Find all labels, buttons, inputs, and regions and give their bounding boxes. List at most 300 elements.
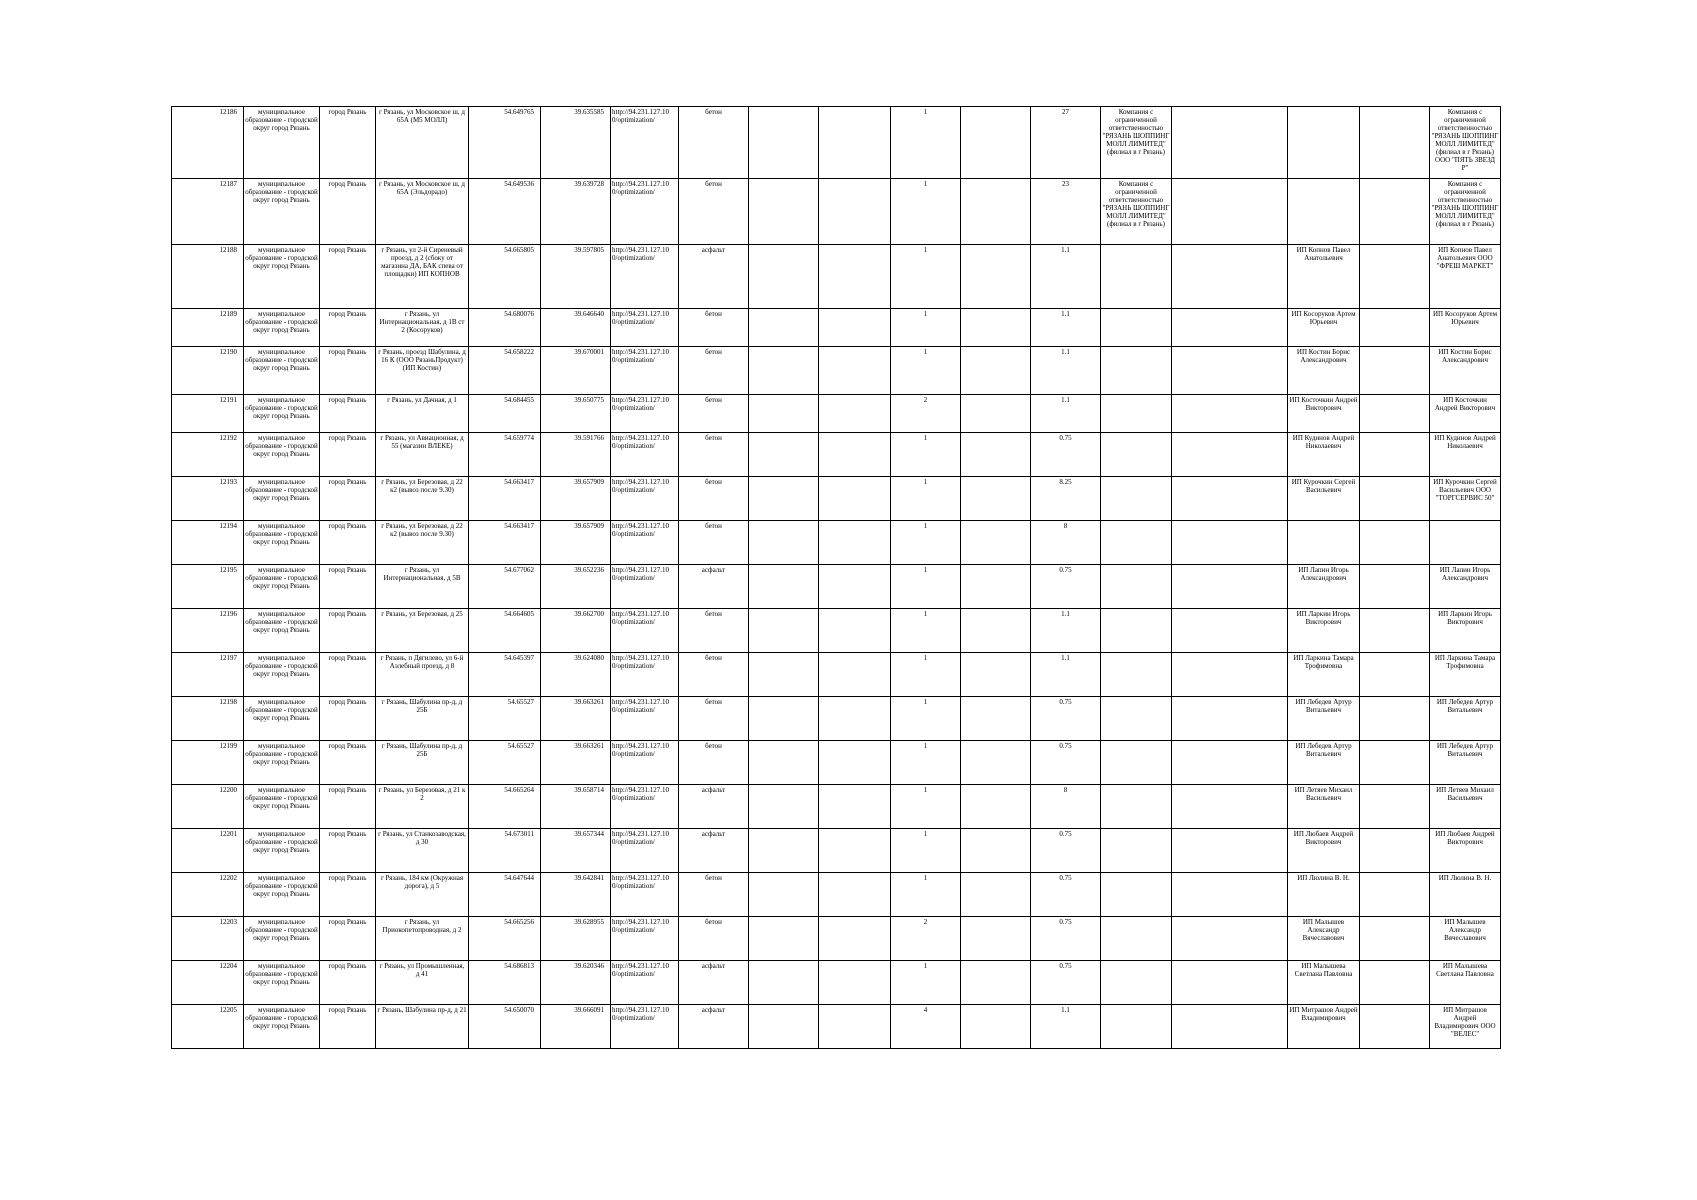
empty-cell [1360, 107, 1430, 179]
container-volume: 1.1 [1031, 395, 1101, 433]
latitude: 54.680076 [469, 309, 541, 347]
surface-type: бетон [679, 433, 749, 477]
latitude: 54.664605 [469, 609, 541, 653]
surface-type: бетон [679, 873, 749, 917]
municipality: муниципальное образование - городской округ город Рязань [244, 829, 320, 873]
row-id: 12196 [172, 609, 244, 653]
table-row [172, 395, 1600, 433]
empty-cell [749, 785, 819, 829]
empty-cell [1360, 565, 1430, 609]
owner-entrepreneur: ИП Люлина В. Н. [1288, 873, 1360, 917]
row-id: 12198 [172, 697, 244, 741]
surface-type: бетон [679, 477, 749, 521]
empty-cell [819, 433, 891, 477]
owner-entrepreneur: ИП Малышева Светлана Павловна [1288, 961, 1360, 1005]
empty-cell [1172, 477, 1288, 521]
container-count: 1 [891, 785, 961, 829]
city: город Рязань [320, 433, 376, 477]
owner-entrepreneur: ИП Лебедев Артур Витальевич [1288, 741, 1360, 785]
surface-type: бетон [679, 395, 749, 433]
waste-generator: ИП Лебедев Артур Витальевич [1430, 741, 1501, 785]
owner-organization [1101, 741, 1172, 785]
municipality: муниципальное образование - городской округ город Рязань [244, 107, 320, 179]
waste-generator: ИП Косточкин Андрей Викторович [1430, 395, 1501, 433]
longitude: 39.646640 [541, 309, 611, 347]
empty-cell [819, 245, 891, 309]
url: http://94.231.127.10 0/optimization/ [611, 917, 679, 961]
city: город Рязань [320, 873, 376, 917]
longitude: 39.620346 [541, 961, 611, 1005]
container-volume: 0.75 [1031, 829, 1101, 873]
empty-cell [961, 785, 1031, 829]
row-id: 12199 [172, 741, 244, 785]
row-id: 12202 [172, 873, 244, 917]
waste-generator: ИП Ларкина Тамара Трофимовна [1430, 653, 1501, 697]
empty-cell [1360, 609, 1430, 653]
surface-type: бетон [679, 741, 749, 785]
latitude: 54.650070 [469, 1005, 541, 1049]
empty-cell [1172, 653, 1288, 697]
city: город Рязань [320, 917, 376, 961]
empty-cell [961, 347, 1031, 395]
waste-generator: ИП Малышев Александр Вячеславович [1430, 917, 1501, 961]
owner-entrepreneur [1288, 179, 1360, 245]
empty-cell [1172, 829, 1288, 873]
empty-cell [961, 917, 1031, 961]
address: г Рязань, ул Московское ш, д 65А (М5 МОЛЛ) [376, 107, 469, 179]
owner-organization: Компания с ограниченной ответственностью "РЯЗАНЬ ШОППИНГ МОЛЛ ЛИМИТЕД" (филиал в г Рязань) [1101, 107, 1172, 179]
longitude: 39.657909 [541, 477, 611, 521]
empty-cell [749, 653, 819, 697]
city: город Рязань [320, 697, 376, 741]
empty-cell [961, 741, 1031, 785]
empty-cell [961, 1005, 1031, 1049]
address: г Рязань, ул Березовая, д 22 к2 (вывоз после 9.30) [376, 477, 469, 521]
address: г Рязань, ул Березовая, д 21 к 2 [376, 785, 469, 829]
address: г Рязань, ул Приокопетопроводная, д 2 [376, 917, 469, 961]
municipality: муниципальное образование - городской округ город Рязань [244, 347, 320, 395]
empty-cell [1360, 395, 1430, 433]
url: http://94.231.127.10 0/optimization/ [611, 1005, 679, 1049]
empty-cell [1172, 245, 1288, 309]
table-body [172, 107, 1600, 1049]
empty-cell [819, 653, 891, 697]
waste-generator [1430, 521, 1501, 565]
address: г Рязань, ул Березовая, д 25 [376, 609, 469, 653]
longitude: 39.652236 [541, 565, 611, 609]
municipality: муниципальное образование - городской округ город Рязань [244, 477, 320, 521]
municipality: муниципальное образование - городской округ город Рязань [244, 917, 320, 961]
empty-cell [819, 785, 891, 829]
empty-cell [1360, 245, 1430, 309]
address: г Рязань, ул Промышленная, д 41 [376, 961, 469, 1005]
latitude: 54.65527 [469, 697, 541, 741]
waste-generator: ИП Курочкин Сергей Васильевич ООО "ТОРГСЕРВИС 50" [1430, 477, 1501, 521]
municipality: муниципальное образование - городской округ город Рязань [244, 785, 320, 829]
table-row [172, 433, 1600, 477]
owner-entrepreneur: ИП Любаев Андрей Викторович [1288, 829, 1360, 873]
address: г Рязань, Шабулина пр-д, д 25Б [376, 697, 469, 741]
empty-cell [961, 873, 1031, 917]
empty-cell [1360, 873, 1430, 917]
surface-type: бетон [679, 697, 749, 741]
empty-cell [1360, 347, 1430, 395]
address: г Рязань, ул Дачная, д 1 [376, 395, 469, 433]
owner-entrepreneur [1288, 107, 1360, 179]
empty-cell [819, 309, 891, 347]
empty-cell [819, 395, 891, 433]
owner-organization [1101, 521, 1172, 565]
empty-cell [1360, 433, 1430, 477]
url: http://94.231.127.10 0/optimization/ [611, 873, 679, 917]
empty-cell [819, 347, 891, 395]
city: город Рязань [320, 565, 376, 609]
waste-generator: ИП Копнов Павел Анатольевич ООО "ФРЕШ МАРКЕТ" [1430, 245, 1501, 309]
container-volume: 0.75 [1031, 741, 1101, 785]
empty-cell [749, 245, 819, 309]
waste-generator: Компания с ограниченной ответственностью "РЯЗАНЬ ШОППИНГ МОЛЛ ЛИМИТЕД" (филиал в г Рязань) [1430, 179, 1501, 245]
empty-cell [749, 107, 819, 179]
municipality: муниципальное образование - городской округ город Рязань [244, 609, 320, 653]
table-row [172, 179, 1600, 245]
url: http://94.231.127.10 0/optimization/ [611, 477, 679, 521]
empty-cell [1172, 433, 1288, 477]
table-row [172, 347, 1600, 395]
empty-cell [961, 245, 1031, 309]
municipality: муниципальное образование - городской округ город Рязань [244, 395, 320, 433]
waste-generator: ИП Лапин Игорь Александрович [1430, 565, 1501, 609]
longitude: 39.663261 [541, 697, 611, 741]
surface-type: бетон [679, 609, 749, 653]
longitude: 39.628955 [541, 917, 611, 961]
city: город Рязань [320, 829, 376, 873]
container-count: 1 [891, 697, 961, 741]
empty-cell [749, 395, 819, 433]
longitude: 39.662700 [541, 609, 611, 653]
empty-cell [1172, 873, 1288, 917]
empty-cell [749, 917, 819, 961]
empty-cell [961, 521, 1031, 565]
row-id: 12193 [172, 477, 244, 521]
empty-cell [1360, 697, 1430, 741]
longitude: 39.624080 [541, 653, 611, 697]
city: город Рязань [320, 521, 376, 565]
longitude: 39.670001 [541, 347, 611, 395]
longitude: 39.658714 [541, 785, 611, 829]
url: http://94.231.127.10 0/optimization/ [611, 829, 679, 873]
latitude: 54.658222 [469, 347, 541, 395]
longitude: 39.642841 [541, 873, 611, 917]
owner-organization [1101, 917, 1172, 961]
url: http://94.231.127.10 0/optimization/ [611, 565, 679, 609]
longitude: 39.663261 [541, 741, 611, 785]
container-count: 1 [891, 477, 961, 521]
latitude: 54.677062 [469, 565, 541, 609]
latitude: 54.684455 [469, 395, 541, 433]
latitude: 54.686813 [469, 961, 541, 1005]
municipality: муниципальное образование - городской округ город Рязань [244, 245, 320, 309]
waste-generator: ИП Люлина В. Н. [1430, 873, 1501, 917]
owner-entrepreneur: ИП Лебедев Артур Витальевич [1288, 697, 1360, 741]
row-id: 12205 [172, 1005, 244, 1049]
owner-entrepreneur: ИП Курочкин Сергей Васильевич [1288, 477, 1360, 521]
city: город Рязань [320, 477, 376, 521]
empty-cell [1172, 565, 1288, 609]
empty-cell [1360, 653, 1430, 697]
empty-cell [749, 433, 819, 477]
empty-cell [819, 477, 891, 521]
url: http://94.231.127.10 0/optimization/ [611, 961, 679, 1005]
container-volume: 0.75 [1031, 565, 1101, 609]
municipality: муниципальное образование - городской округ город Рязань [244, 741, 320, 785]
container-volume: 1.1 [1031, 347, 1101, 395]
city: город Рязань [320, 395, 376, 433]
container-volume: 0.75 [1031, 917, 1101, 961]
owner-entrepreneur: ИП Кудинов Андрей Николаевич [1288, 433, 1360, 477]
address: г Рязань, Шабулина пр-д, д 21 [376, 1005, 469, 1049]
container-volume: 1.1 [1031, 245, 1101, 309]
url: http://94.231.127.10 0/optimization/ [611, 347, 679, 395]
empty-cell [749, 697, 819, 741]
owner-organization [1101, 1005, 1172, 1049]
city: город Рязань [320, 785, 376, 829]
empty-cell [819, 107, 891, 179]
empty-cell [819, 873, 891, 917]
owner-entrepreneur: ИП Летяев Михаил Васильевич [1288, 785, 1360, 829]
city: город Рязань [320, 653, 376, 697]
owner-entrepreneur [1288, 521, 1360, 565]
empty-cell [961, 565, 1031, 609]
table-row [172, 1005, 1600, 1049]
owner-organization [1101, 961, 1172, 1005]
row-id: 12194 [172, 521, 244, 565]
empty-cell [1360, 477, 1430, 521]
waste-generator: ИП Косоруков Артем Юрьевич [1430, 309, 1501, 347]
latitude: 54.649536 [469, 179, 541, 245]
municipality: муниципальное образование - городской округ город Рязань [244, 433, 320, 477]
container-volume: 0.75 [1031, 433, 1101, 477]
owner-organization [1101, 565, 1172, 609]
empty-cell [961, 829, 1031, 873]
empty-cell [961, 609, 1031, 653]
table-row [172, 741, 1600, 785]
surface-type: бетон [679, 107, 749, 179]
empty-cell [819, 609, 891, 653]
longitude: 39.657909 [541, 521, 611, 565]
container-count: 2 [891, 917, 961, 961]
row-id: 12191 [172, 395, 244, 433]
empty-cell [1360, 917, 1430, 961]
container-volume: 27 [1031, 107, 1101, 179]
address: г Рязань, ул Интернациональная, д 1В ст 2 (Косоруков) [376, 309, 469, 347]
owner-entrepreneur: ИП Косоруков Артем Юрьевич [1288, 309, 1360, 347]
city: город Рязань [320, 245, 376, 309]
municipality: муниципальное образование - городской округ город Рязань [244, 309, 320, 347]
container-count: 1 [891, 521, 961, 565]
empty-cell [1172, 961, 1288, 1005]
container-count: 4 [891, 1005, 961, 1049]
url: http://94.231.127.10 0/optimization/ [611, 609, 679, 653]
registry-table [171, 106, 1600, 1049]
url: http://94.231.127.10 0/optimization/ [611, 521, 679, 565]
row-id: 12189 [172, 309, 244, 347]
empty-cell [1172, 521, 1288, 565]
city: город Рязань [320, 741, 376, 785]
table-row [172, 829, 1600, 873]
latitude: 54.663417 [469, 477, 541, 521]
address: г Рязань, ул Московское ш, д 65А (Эльдорадо) [376, 179, 469, 245]
municipality: муниципальное образование - городской округ город Рязань [244, 697, 320, 741]
waste-generator: Компания с ограниченной ответственностью "РЯЗАНЬ ШОППИНГ МОЛЛ ЛИМИТЕД" (филиал в г Рязань) ООО "ПЯТЬ ЗВЕЗД Р" [1430, 107, 1501, 179]
empty-cell [749, 1005, 819, 1049]
table-row [172, 521, 1600, 565]
owner-organization [1101, 609, 1172, 653]
empty-cell [819, 1005, 891, 1049]
url: http://94.231.127.10 0/optimization/ [611, 785, 679, 829]
address: г Рязань, ул Интернациональная, д 5В [376, 565, 469, 609]
latitude: 54.665264 [469, 785, 541, 829]
waste-generator: ИП Любаев Андрей Викторович [1430, 829, 1501, 873]
table-row [172, 477, 1600, 521]
city: город Рязань [320, 309, 376, 347]
surface-type: асфальт [679, 565, 749, 609]
row-id: 12204 [172, 961, 244, 1005]
longitude: 39.591766 [541, 433, 611, 477]
surface-type: бетон [679, 179, 749, 245]
waste-generator: ИП Митрашов Андрей Владимирович ООО "ВЕЛЕС" [1430, 1005, 1501, 1049]
surface-type: асфальт [679, 785, 749, 829]
empty-cell [749, 477, 819, 521]
row-id: 12192 [172, 433, 244, 477]
latitude: 54.665805 [469, 245, 541, 309]
owner-organization [1101, 433, 1172, 477]
latitude: 54.649765 [469, 107, 541, 179]
address: г Рязань, п Дягилево, ул 6-й Аэлебный проезд, д 8 [376, 653, 469, 697]
owner-organization [1101, 697, 1172, 741]
longitude: 39.666091 [541, 1005, 611, 1049]
empty-cell [819, 697, 891, 741]
container-count: 1 [891, 829, 961, 873]
city: город Рязань [320, 179, 376, 245]
empty-cell [1172, 347, 1288, 395]
table-row [172, 565, 1600, 609]
surface-type: бетон [679, 653, 749, 697]
container-volume: 1.1 [1031, 653, 1101, 697]
waste-generator: ИП Костин Борис Александрович [1430, 347, 1501, 395]
owner-organization [1101, 873, 1172, 917]
surface-type: асфальт [679, 1005, 749, 1049]
owner-entrepreneur: ИП Ларкин Игорь Викторович [1288, 609, 1360, 653]
address: г Рязань, Шабулина пр-д, д 25Б [376, 741, 469, 785]
owner-entrepreneur: ИП Косточкин Андрей Викторович [1288, 395, 1360, 433]
empty-cell [1172, 309, 1288, 347]
waste-generator: ИП Кудинов Андрей Николаевич [1430, 433, 1501, 477]
latitude: 54.65527 [469, 741, 541, 785]
empty-cell [749, 829, 819, 873]
container-count: 1 [891, 741, 961, 785]
empty-cell [1360, 829, 1430, 873]
empty-cell [961, 697, 1031, 741]
row-id: 12195 [172, 565, 244, 609]
row-id: 12188 [172, 245, 244, 309]
city: город Рязань [320, 347, 376, 395]
container-count: 2 [891, 395, 961, 433]
municipality: муниципальное образование - городской округ город Рязань [244, 565, 320, 609]
empty-cell [1172, 179, 1288, 245]
url: http://94.231.127.10 0/optimization/ [611, 245, 679, 309]
longitude: 39.597805 [541, 245, 611, 309]
empty-cell [1360, 1005, 1430, 1049]
row-id: 12197 [172, 653, 244, 697]
latitude: 54.673011 [469, 829, 541, 873]
table-row [172, 245, 1600, 309]
address: г Рязань, проезд Шабулина, д 16 К (ООО РязаньПродукт)(ИП Костин) [376, 347, 469, 395]
address: г Рязань, 184 км (Окружная дорога), д 5 [376, 873, 469, 917]
container-volume: 0.75 [1031, 873, 1101, 917]
owner-organization [1101, 347, 1172, 395]
waste-generator: ИП Ларкин Игорь Викторович [1430, 609, 1501, 653]
container-count: 1 [891, 309, 961, 347]
longitude: 39.635585 [541, 107, 611, 179]
municipality: муниципальное образование - городской округ город Рязань [244, 873, 320, 917]
container-count: 1 [891, 245, 961, 309]
container-volume: 8 [1031, 785, 1101, 829]
table-row [172, 917, 1600, 961]
empty-cell [749, 179, 819, 245]
empty-cell [1360, 309, 1430, 347]
empty-cell [749, 347, 819, 395]
row-id: 12203 [172, 917, 244, 961]
table-row [172, 309, 1600, 347]
url: http://94.231.127.10 0/optimization/ [611, 309, 679, 347]
longitude: 39.657344 [541, 829, 611, 873]
owner-organization [1101, 309, 1172, 347]
row-id: 12190 [172, 347, 244, 395]
address: г Рязань, ул Березовая, д 22 к2 (вывоз после 9.30) [376, 521, 469, 565]
owner-organization [1101, 829, 1172, 873]
owner-entrepreneur: ИП Малышев Александр Вячеславович [1288, 917, 1360, 961]
latitude: 54.659774 [469, 433, 541, 477]
table-row [172, 697, 1600, 741]
empty-cell [1360, 741, 1430, 785]
owner-organization: Компания с ограниченной ответственностью "РЯЗАНЬ ШОППИНГ МОЛЛ ЛИМИТЕД" (филиал в г Рязань) [1101, 179, 1172, 245]
empty-cell [1172, 697, 1288, 741]
table-row [172, 961, 1600, 1005]
city: город Рязань [320, 961, 376, 1005]
empty-cell [819, 829, 891, 873]
owner-entrepreneur: ИП Костин Борис Александрович [1288, 347, 1360, 395]
container-count: 1 [891, 433, 961, 477]
table-row [172, 785, 1600, 829]
container-volume: 1.1 [1031, 609, 1101, 653]
empty-cell [819, 961, 891, 1005]
waste-generator: ИП Лебедев Артур Витальевич [1430, 697, 1501, 741]
surface-type: бетон [679, 309, 749, 347]
url: http://94.231.127.10 0/optimization/ [611, 697, 679, 741]
container-count: 1 [891, 961, 961, 1005]
container-volume: 1.1 [1031, 1005, 1101, 1049]
url: http://94.231.127.10 0/optimization/ [611, 741, 679, 785]
latitude: 54.665256 [469, 917, 541, 961]
row-id: 12187 [172, 179, 244, 245]
empty-cell [819, 179, 891, 245]
municipality: муниципальное образование - городской округ город Рязань [244, 961, 320, 1005]
empty-cell [1172, 609, 1288, 653]
longitude: 39.650775 [541, 395, 611, 433]
empty-cell [961, 395, 1031, 433]
empty-cell [749, 961, 819, 1005]
empty-cell [819, 917, 891, 961]
